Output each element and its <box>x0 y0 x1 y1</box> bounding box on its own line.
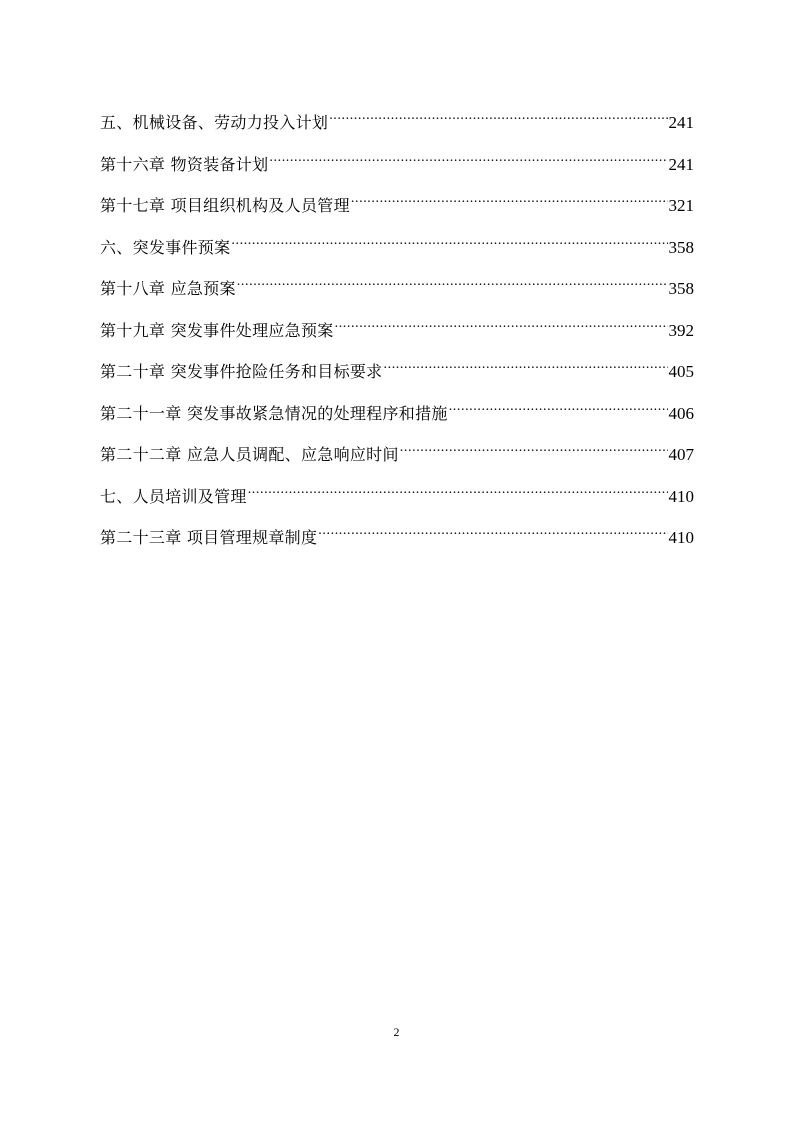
toc-dot-leader <box>231 229 667 253</box>
toc-dot-leader <box>269 146 667 170</box>
toc-entry[interactable] <box>100 104 694 146</box>
toc-dot-leader <box>237 270 668 294</box>
toc-entry-title: 第二十三章 项目管理规章制度 <box>100 528 318 547</box>
toc-dot-leader <box>351 187 668 211</box>
toc-dot-leader <box>400 436 668 460</box>
toc-dot-leader <box>384 353 668 377</box>
toc-entry[interactable] <box>100 353 694 395</box>
page-number: 2 <box>393 1025 400 1039</box>
toc-entry-page: 406 <box>668 403 694 423</box>
toc-entry-title: 第二十一章 突发事故紧急情况的处理程序和措施 <box>100 403 448 423</box>
toc-entry[interactable] <box>100 146 694 188</box>
toc-entry-page: 241 <box>668 154 694 174</box>
toc-entry-title: 第二十二章 应急人员调配、应急响应时间 <box>100 445 399 464</box>
table-of-contents <box>100 104 694 561</box>
toc-entry-title: 七、人员培训及管理 <box>100 486 247 506</box>
toc-entry-title: 第十八章 应急预案 <box>100 279 236 298</box>
toc-dot-leader <box>248 478 668 502</box>
toc-dot-leader <box>449 395 668 419</box>
toc-entry-title: 五、机械设备、劳动力投入计划 <box>100 113 329 132</box>
toc-dot-leader <box>318 519 667 543</box>
toc-entry[interactable] <box>100 312 694 354</box>
toc-entry-title: 第十九章 突发事件处理应急预案 <box>100 320 334 340</box>
toc-entry-title: 第十七章 项目组织机构及人员管理 <box>100 196 350 215</box>
toc-entry-title: 第二十章 突发事件抢险任务和目标要求 <box>100 362 383 381</box>
toc-entry[interactable] <box>100 229 694 271</box>
toc-entry[interactable] <box>100 436 694 478</box>
toc-entry-page: 407 <box>668 445 694 464</box>
toc-entry-page: 410 <box>668 486 694 506</box>
toc-entry[interactable] <box>100 478 694 520</box>
toc-entry-page: 321 <box>668 196 694 215</box>
toc-entry[interactable] <box>100 270 694 312</box>
toc-entry-title: 六、突发事件预案 <box>100 237 231 257</box>
toc-entry-page: 358 <box>668 237 694 257</box>
toc-dot-leader <box>329 104 667 128</box>
toc-entry-page: 392 <box>668 320 694 340</box>
toc-entry[interactable] <box>100 187 694 229</box>
toc-entry-page: 358 <box>668 279 694 298</box>
toc-entry[interactable] <box>100 395 694 437</box>
toc-entry-page: 405 <box>668 362 694 381</box>
toc-dot-leader <box>335 312 668 336</box>
toc-entry[interactable] <box>100 519 694 561</box>
toc-entry-page: 241 <box>668 113 694 132</box>
toc-entry-page: 410 <box>668 528 694 547</box>
toc-entry-title: 第十六章 物资装备计划 <box>100 154 269 174</box>
